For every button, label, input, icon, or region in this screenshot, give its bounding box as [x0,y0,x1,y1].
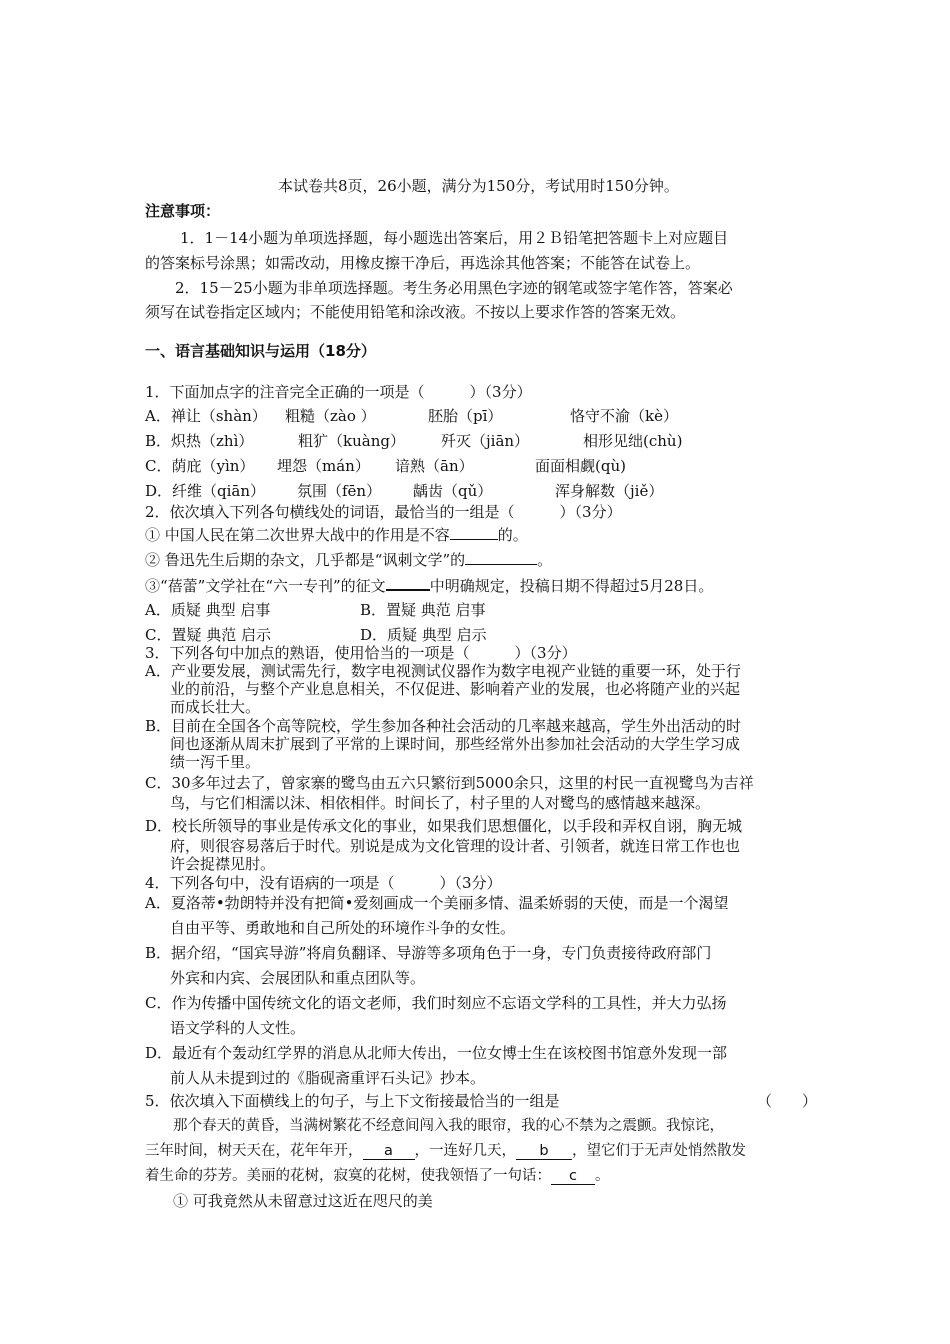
q1-option-c-2: 埋怨（mán） [277,457,370,475]
q2-sentence-2 [145,550,552,570]
q5-blank-a: a [363,1143,415,1160]
q5-passage-line-2 [145,1141,746,1161]
q5-passage-line-3-end: 。 [595,1168,610,1184]
q3-option-a-line-3: 而成长壮大。 [170,698,261,716]
q2-blank-1 [450,539,498,540]
q4-option-c-line-1: C．作为传播中国传统文化的语文老师，我们时刻应不忘语文学科的工具性，并大力弘扬 [145,994,727,1012]
notice-item-2-line-1: 2．15－25小题为非单项选择题。考生务必用黑色字迹的钢笔或签字笔作答，答案必 [175,279,733,297]
notice-item-1-line-2: 的答案标号涂黑；如需改动，用橡皮擦干净后，再选涂其他答案；不能答在试卷上。 [145,254,701,272]
section-title: 一、语言基础知识与运用（18分） [145,342,376,360]
q1-option-c-3: 谙熟（ān） [395,457,474,475]
q2-sentence-1-start: ① 中国人民在第二次世界大战中的作用是不容 [145,526,450,544]
question-3-stem: 3．下列各句中加点的熟语，使用恰当的一项是（ ）（3分） [145,644,577,662]
q4-option-b-line-1: B．据介绍，“国宾导游”将肩负翻译、导游等多项角色于一身，专门负责接待政府部门 [145,944,712,962]
q5-passage-line-1: 那个春天的黄昏，当满树繁花不经意间闯入我的眼帘，我的心不禁为之震颤。我惊诧， [173,1118,724,1134]
q2-option-c: C．置疑 典范 启示 [145,626,272,644]
q1-option-b-1: B．炽热（zhì） [145,432,254,450]
notice-item-1-line-1: 1．1－14小题为单项选择题，每小题选出答案后，用２Ｂ铅笔把答题卡上对应题目 [180,229,729,247]
q4-option-c-line-2: 语文学科的人文性。 [170,1019,306,1037]
q5-option-1: ① 可我竟然从未留意过这近在咫尺的美 [173,1192,433,1210]
q5-answer-paren: （ ） [757,1092,818,1110]
q3-option-a-line-2: 业的前沿，与整个产业息息相关，不仅促进、影响着产业的发展，也必将随产业的兴起 [170,680,741,698]
q5-passage-line-2-start: 三年时间，树天天在，花年年开， [145,1143,363,1159]
q3-option-d-line-2: 府，则很容易落后于时代。别说是成为文化管理的设计者、引领者，就连日常工作也也 [170,837,741,855]
q3-option-a-line-1: A．产业要发展，测试需先行，数字电视测试仪器作为数字电视产业链的重要一环，处于行 [145,662,741,680]
q1-option-c-1: C．荫庇（yìn） [145,457,255,475]
q2-sentence-2-end: 。 [537,551,553,569]
q5-passage-line-3 [145,1166,610,1186]
q5-blank-c: c [551,1168,595,1185]
q2-sentence-1 [145,525,528,545]
q1-option-d-1: D．纤维（qiān） [145,482,266,500]
q5-passage-line-2-end: ，望它们于无声处悄然散发 [572,1143,746,1159]
q3-option-b-line-2: 间也逐渐从周末扩展到了平常的上课时间，那些经常外出参加社会活动的大学生学习成 [170,735,741,753]
q2-sentence-3 [145,576,713,596]
q2-sentence-1-end: 的。 [497,526,528,544]
q1-option-d-3: 龋齿（qǔ） [413,482,493,500]
question-2-stem: 2．依次填入下列各句横线处的词语，最恰当的一组是（ ）（3分） [145,503,622,521]
q2-sentence-2-start: ② 鲁迅先生后期的杂文，几乎都是“讽刺文学”的 [145,551,466,569]
q2-sentence-3-start: ③“蓓蕾”文学社在“六一专刊”的征文 [145,577,386,595]
q1-option-b-4: 相形见绌(chù) [583,432,683,450]
notice-item-2-line-2: 须写在试卷指定区域内；不能使用铅笔和涂改液。不按以上要求作答的答案无效。 [145,303,686,321]
q2-option-b: B．置疑 典范 启事 [360,601,486,619]
q2-blank-2 [465,564,537,565]
q4-option-d-line-2: 前人从未提到过的《脂砚斋重评石头记》抄本。 [170,1069,486,1087]
q5-blank-b: b [516,1143,572,1160]
q4-option-a-line-1: A．夏洛蒂•勃朗特并没有把简•爱刻画成一个美丽多情、温柔娇弱的天使，而是一个渴望 [145,894,729,912]
q2-option-d: D．质疑 典型 启示 [360,626,487,644]
q1-option-b-3: 歼灭（jiān） [441,432,530,450]
notice-title: 注意事项： [145,202,221,220]
q4-option-b-line-2: 外宾和内宾、会展团队和重点团队等。 [170,969,426,987]
q2-blank-3 [386,589,430,591]
q1-option-d-2: 氛围（fēn） [297,482,382,500]
q1-option-a-1: A．禅让（shàn） [145,407,267,425]
q1-option-b-2: 粗犷（kuàng） [298,432,405,450]
q3-option-c-line-2: 鸟，与它们相濡以沫、相依相伴。时间长了，村子里的人对鹭鸟的感情越来越深。 [170,794,711,812]
q1-option-a-3: 胚胎（pī） [428,407,503,425]
q1-option-a-2: 粗糙（zào ） [285,407,376,425]
q3-option-c-line-1: C．30多年过去了，曾家寨的鹭鸟由五六只繁衍到5000余只，这里的村民一直视鹭鸟为吉祥 [145,774,754,792]
exam-intro: 本试卷共8页，26小题，满分为150分，考试用时150分钟。 [278,177,679,195]
q3-option-b-line-3: 绩一泻千里。 [170,753,261,771]
q5-passage-line-3-start: 着生命的芬芳。美丽的花树，寂寞的花树，使我领悟了一句话： [145,1168,551,1184]
question-5-stem: 5．依次填入下面横线上的句子，与上下文衔接最恰当的一组是 [145,1092,560,1110]
q1-option-d-4: 浑身解数（jiě） [555,482,664,500]
q3-option-b-line-1: B．目前在全国各个高等院校，学生参加各种社会活动的几率越来越高，学生外出活动的时 [145,717,742,735]
q3-option-d-line-1: D．校长所领导的事业是传承文化的事业，如果我们思想僵化，以手段和弄权自诩，胸无城 [145,817,743,835]
q1-option-c-4: 面面相觑(qù) [535,457,626,475]
question-1-stem: 1．下面加点字的注音完全正确的一项是（ ）（3分） [145,383,532,401]
question-4-stem: 4．下列各句中，没有语病的一项是（ ）（3分） [145,874,502,892]
q1-option-a-4: 恪守不渝（kè） [570,407,678,425]
q3-option-d-line-3: 许会捉襟见肘。 [170,855,276,873]
q4-option-d-line-1: D．最近有个轰动红学界的消息从北师大传出，一位女博士生在该校图书馆意外发现一部 [145,1044,728,1062]
q2-option-a: A．质疑 典型 启事 [145,601,271,619]
q2-sentence-3-end: 中明确规定，投稿日期不得超过5月28日。 [429,577,714,595]
q5-passage-line-2-mid: ，一连好几天， [414,1143,516,1159]
q4-option-a-line-2: 自由平等、勇敢地和自己所处的环境作斗争的女性。 [170,919,516,937]
